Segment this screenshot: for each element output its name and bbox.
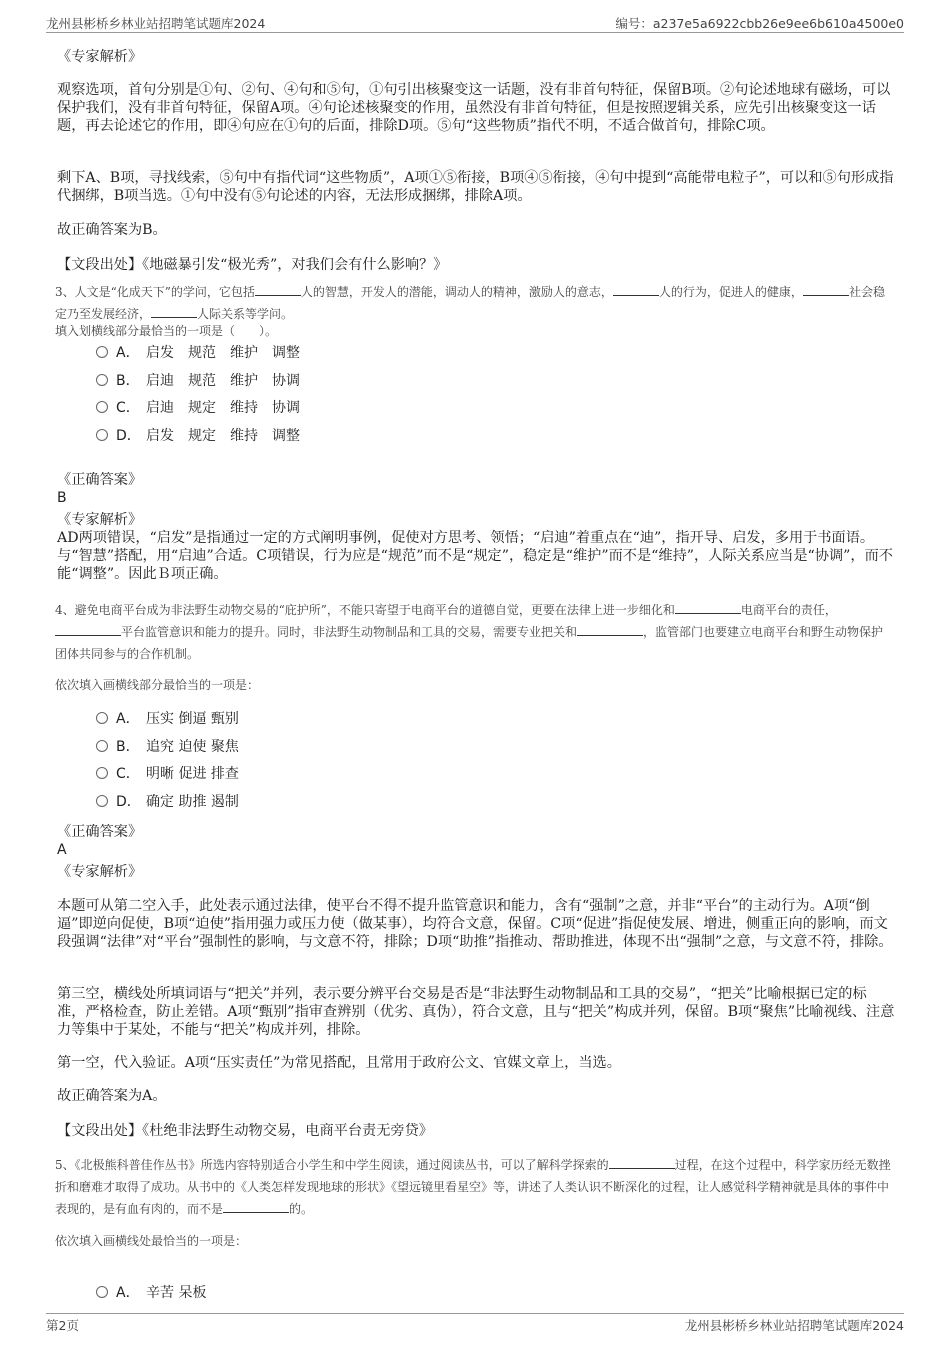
q4-analysis-para2: 第三空，横线处所填词语与“把关”并列，表示要分辨平台交易是否是“非法野生动物制品和工具的交易”，“把关”比喻根据已定的标准，严格检查，防止差错。A项“甄别”指审查辨别（优劣、真伪），符合文意，且与“把关”构成并列，保留。B项“聚焦”比喻视线、注意力等集中于某处，不能与“把关”构成并列，排除。: [57, 986, 895, 1038]
q3-option-c[interactable]: C． 启迪 规定 维持 协调: [96, 398, 300, 418]
q4-option-c[interactable]: C． 明晰 促进 排查: [96, 764, 239, 784]
prev-analysis-para3: 故正确答案为B。: [57, 222, 167, 238]
q4-analysis-para3: 第一空，代入验证。A项“压实责任”为常见搭配，且常用于政府公文、官媒文章上，当选。: [57, 1055, 621, 1071]
prev-source: 【文段出处】《地磁暴引发“极光秀”，对我们会有什么影响？》: [57, 257, 448, 273]
radio-icon[interactable]: [96, 1286, 108, 1298]
q4-analysis-para4: 故正确答案为A。: [57, 1088, 167, 1104]
document-id: 编号：a237e5a6922cbb26e9ee6b610a4500e0: [615, 16, 904, 31]
header-title: 龙州县彬桥乡林业站招聘笔试题库2024: [46, 16, 266, 31]
q4-option-a[interactable]: A． 压实 倒逼 甄别: [96, 709, 239, 729]
q3-answer: B: [57, 490, 67, 506]
radio-icon[interactable]: [96, 740, 108, 752]
page-number: 第2页: [46, 1318, 79, 1333]
q4-answer-label: 《正确答案》: [57, 824, 143, 840]
q4-analysis-label: 《专家解析》: [57, 864, 143, 880]
q4-option-d[interactable]: D． 确定 助推 遏制: [96, 792, 239, 812]
radio-icon[interactable]: [96, 401, 108, 413]
q4-option-b[interactable]: B． 追究 迫使 聚焦: [96, 737, 239, 757]
prev-analysis-para2: 剩下A、B项，寻找线索，⑤句中有指代词“这些物质”，A项①⑤衔接，B项④⑤衔接，④句中提到“高能带电粒子”，可以和⑤句形成指代捆绑，B项当选。①句中没有⑤句论述的内容，无法形成捆绑，排除A项。: [57, 170, 894, 204]
q3-option-d[interactable]: D． 启发 规定 维持 调整: [96, 426, 300, 446]
q4-stem: 4、避免电商平台成为非法野生动物交易的“庇护所”，不能只寄望于电商平台的道德自觉，更要在法律上进一步细化和 电商平台的责任，平台监管意识和能力的提升。同时，非法野生动物制品和工具的交易，需要专业把关和 ，监管部门也要建立电商平台和野生动物保护团体共同参与的合作机制。: [55, 603, 884, 661]
page-header: [46, 14, 904, 33]
q3-prompt: 填入划横线部分最恰当的一项是（ ）。: [55, 324, 278, 338]
prev-analysis-label: 《专家解析》: [57, 49, 143, 65]
q3-analysis-label: 《专家解析》: [57, 512, 143, 528]
q4-source: 【文段出处】《杜绝非法野生动物交易，电商平台责无旁贷》: [57, 1123, 433, 1139]
q3-analysis: AD两项错误，“启发”是指通过一定的方式阐明事例，促使对方思考、领悟；“启迪”着重点在“迪”，指开导、启发，多用于书面语。与“智慧”搭配，用“启迪”合适。C项错误，行为应是“规范”而不是“规定”，稳定是“维护”而不是“维持”，人际关系应当是“协调”，而不能“调整”。因此Ｂ项正确。: [57, 530, 893, 582]
radio-icon[interactable]: [96, 429, 108, 441]
q5-stem: 5、《北极熊科普佳作丛书》所选内容特别适合小学生和中学生阅读，通过阅读丛书，可以了解科学探索的 过程，在这个过程中，科学家历经无数挫折和磨难才取得了成功。从书中的《人类怎样发现地球的形状》《望远镜里看星空》等，讲述了人类认识不断深化的过程，让人感觉科学精神就是具体的事件中表现的，是有血有肉的，而不是 的。: [55, 1158, 891, 1216]
footer-title: 龙州县彬桥乡林业站招聘笔试题库2024: [684, 1318, 904, 1333]
radio-icon[interactable]: [96, 767, 108, 779]
radio-icon[interactable]: [96, 374, 108, 386]
q5-option-a[interactable]: A． 辛苦 呆板: [96, 1283, 206, 1303]
q3-option-b[interactable]: B． 启迪 规范 维护 协调: [96, 371, 300, 391]
radio-icon[interactable]: [96, 795, 108, 807]
q4-prompt: 依次填入画横线部分最恰当的一项是：: [55, 678, 260, 692]
page-footer: [46, 1313, 904, 1334]
q5-prompt: 依次填入画横线处最恰当的一项是：: [55, 1234, 248, 1248]
q3-stem: 3、人文是“化成天下”的学问，它包括 人的智慧，开发人的潜能，调动人的精神，激励人的意志， 人的行为，促进人的健康， 社会稳定乃至发展经济， 人际关系等学问。: [55, 285, 885, 321]
q4-answer: A: [57, 842, 67, 858]
q3-answer-label: 《正确答案》: [57, 472, 143, 488]
prev-analysis-para1: 观察选项，首句分别是①句、②句、④句和⑤句，①句引出核聚变这一话题，没有非首句特征，保留B项。②句论述地球有磁场，可以保护我们，没有非首句特征，保留A项。④句论述核聚变的作用，虽然没有非首句特征，但是按照逻辑关系，应先引出核聚变这一话题，再去论述它的作用，即④句应在①句的后面，排除D项。⑤句“这些物质”指代不明，不适合做首句，排除C项。: [57, 82, 891, 134]
q3-option-a[interactable]: A． 启发 规范 维护 调整: [96, 343, 300, 363]
radio-icon[interactable]: [96, 712, 108, 724]
radio-icon[interactable]: [96, 346, 108, 358]
q4-analysis-para1: 本题可从第二空入手，此处表示通过法律，使平台不得不提升监管意识和能力，含有“强制”之意，并非“平台”的主动行为。A项“倒逼”即逆向促使，B项“迫使”指用强力或压力使（做某事），均符合文意，保留。C项“促进”指促使发展、增进，侧重正向的影响，而文段强调“法律”对“平台”强制性的影响，与文意不符，排除；D项“助推”指推动、帮助推进，体现不出“强制”之意，与文意不符，排除。: [57, 898, 893, 950]
